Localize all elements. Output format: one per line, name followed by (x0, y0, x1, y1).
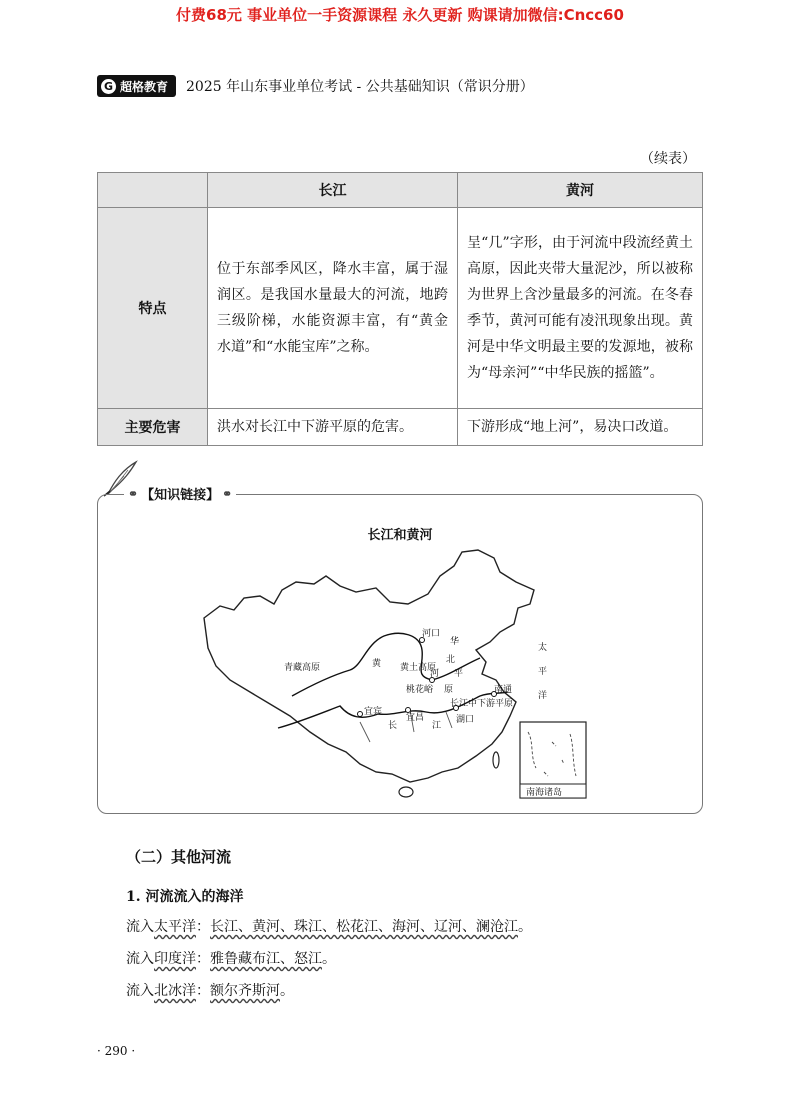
publisher-logo (97, 75, 176, 97)
table-row (98, 409, 703, 446)
knowledge-label-text: 【知识链接】 (141, 488, 220, 503)
label-yibin: 宜宾 (364, 707, 383, 717)
ocean-line: 流入印度洋：雅鲁藏布江、怒江。 (126, 951, 336, 967)
label-taohuayu: 桃花峪 (406, 685, 434, 695)
table-row (98, 208, 703, 409)
table-cell (458, 409, 703, 446)
label-yichang: 宜昌 (406, 713, 425, 723)
line-prefix: 流入 (126, 951, 154, 967)
label-ping: 平 (454, 669, 464, 679)
chain-icon: ⚭ (222, 486, 233, 501)
continued-label: （续表） (640, 151, 696, 167)
label-bei: 北 (446, 655, 456, 665)
china-outline (204, 550, 534, 782)
row-label-hazards: 主要危害 (98, 409, 208, 446)
river-list: 额尔齐斯河 (210, 983, 280, 999)
taiwan-island (493, 752, 499, 768)
label-hukou: 湖口 (456, 715, 475, 725)
page-number: · 290 · (97, 1044, 136, 1058)
label-pacific-1: 太 (538, 643, 548, 653)
huanghe-hazards: 下游形成“地上河”，易决口改道。 (467, 419, 678, 435)
table-cell (208, 208, 458, 409)
river-list: 长江、黄河、珠江、松花江、海河、辽河、澜沧江 (210, 919, 518, 935)
river-list: 雅鲁藏布江、怒江 (210, 951, 322, 967)
china-rivers-map (200, 546, 600, 806)
ocean-name: 太平洋 (154, 919, 196, 935)
line-prefix: 流入 (126, 983, 154, 999)
logo-text: 超格教育 (120, 79, 169, 94)
yichang-point (406, 708, 411, 713)
line-end: 。 (518, 919, 532, 935)
changjiang-features: 位于东部季风区，降水丰富，属于湿润区。是我国水量最大的河流，地跨三级阶梯，水能资源丰富，有“黄金水道”和“水能宝库”之称。 (217, 261, 448, 355)
corner-cell (98, 173, 208, 208)
promo-banner: 付费68元 事业单位一手资源课程 永久更新 购课请加微信:Cncc60 (176, 6, 624, 24)
label-hua: 华 (450, 637, 460, 647)
chain-icon: ⚭ (128, 486, 139, 501)
column-header-changjiang: 长江 (208, 173, 458, 208)
line-end: 。 (280, 983, 294, 999)
ocean-name: 北冰洋 (154, 983, 196, 999)
line-prefix: 流入 (126, 919, 154, 935)
label-pacific-3: 洋 (538, 691, 548, 701)
table-header-row (98, 173, 703, 208)
page-header (97, 74, 534, 98)
label-hekou: 河口 (422, 629, 441, 639)
label-cj-plain: 长江中下游平原 (450, 699, 514, 709)
row-label-features: 特点 (98, 208, 208, 409)
map-title: 长江和黄河 (367, 528, 433, 543)
line-end: 。 (322, 951, 336, 967)
huanghe-features: 呈“几”字形，由于河流中段流经黄土高原，因此夹带大量泥沙，所以被称为世界上含沙量最多的河流。在冬春季节，黄河可能有凌汛现象出现。黄河是中华文明最主要的发源地，被称为“母亲河”“中华民族的摇篮”。 (467, 235, 693, 381)
subsection-title: 1. 河流流入的海洋 (126, 889, 244, 905)
label-jiang: 江 (432, 721, 442, 731)
header-title: 2025 年山东事业单位考试 - 公共基础知识（常识分册） (186, 79, 534, 95)
label-yuan: 原 (444, 685, 454, 695)
label-he: 河 (430, 669, 440, 679)
knowledge-label (124, 484, 236, 503)
column-header-huanghe: 黄河 (458, 173, 703, 208)
label-qinghai-plateau: 青藏高原 (284, 663, 321, 673)
ocean-line: 流入北冰洋：额尔齐斯河。 (126, 983, 294, 999)
table-cell (208, 409, 458, 446)
label-nantong: 南通 (494, 685, 513, 695)
logo-icon: G (101, 79, 116, 94)
ocean-line: 流入太平洋：长江、黄河、珠江、松花江、海河、辽河、澜沧江。 (126, 919, 532, 935)
yibin-point (358, 712, 363, 717)
label-chang: 长 (388, 721, 398, 731)
hainan-island (399, 787, 413, 797)
changjiang-hazards: 洪水对长江中下游平原的危害。 (217, 419, 413, 435)
section-title: （二）其他河流 (126, 848, 232, 866)
label-huang: 黄 (372, 659, 382, 669)
table-cell (458, 208, 703, 409)
label-south-china-sea-islands: 南海诸岛 (526, 788, 563, 798)
label-loess-plateau: 黄土高原 (400, 663, 437, 673)
rivers-table (97, 172, 703, 446)
ocean-name: 印度洋 (154, 951, 196, 967)
label-pacific-2: 平 (538, 667, 548, 677)
